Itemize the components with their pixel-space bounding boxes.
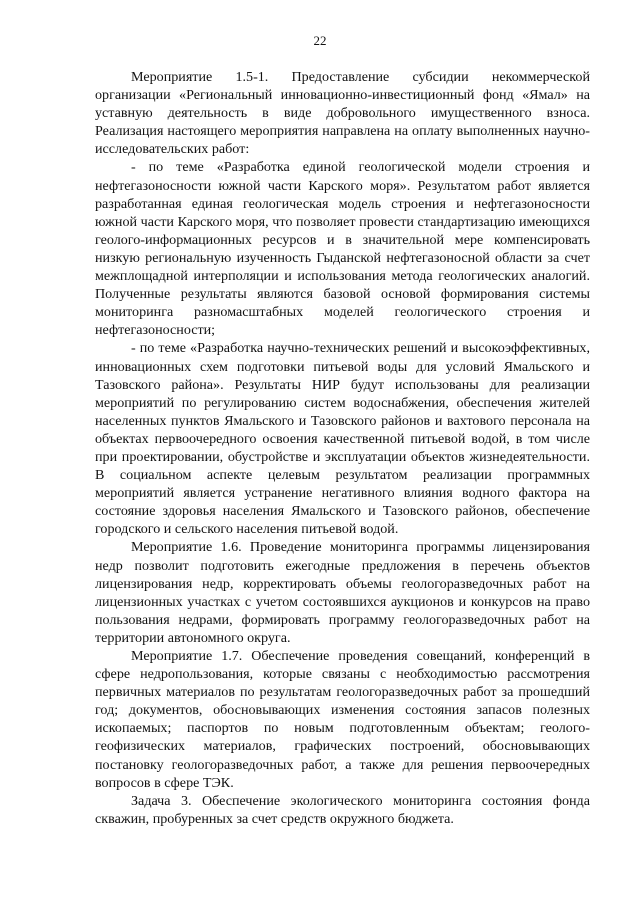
paragraph-measure-1-6: Мероприятие 1.6. Проведение мониторинга программы лицензирования недр позволит подготовить ежегодные предложения в перечень объектов лицензирования недр, корректировать объемы геологоразведочных работ на лицензионных участках с учетом состоявшихся аукционов и конкурсов на право пользования недрами, формировать программу геологоразведочных работ на территории автономного округа. xyxy=(95,539,590,646)
paragraph-measure-1-5-1: Мероприятие 1.5-1. Предоставление субсидии некоммерческой организации «Региональный инновационно-инвестиционный фонд «Ямал» на уставную деятельность в виде добровольного имущественного взноса. Реализация настоящего мероприятия направлена на оплату выполненных научно-исследовательских работ: xyxy=(95,69,590,158)
page-number: 22 xyxy=(313,33,327,48)
paragraph-task-3: Задача 3. Обеспечение экологического мониторинга состояния фонда скважин, пробуренных за счет средств окружного бюджета. xyxy=(95,792,590,827)
document-body xyxy=(95,68,590,828)
paragraph-measure-1-7: Мероприятие 1.7. Обеспечение проведения совещаний, конференций в сфере недропользования, которые связаны с необходимостью рассмотрения первичных материалов по результатам геологоразведочных работ за прошедший год; документов, обосновывающих изменения состояния запасов полезных ископаемых; паспортов по новым подготовленным объектам; геолого-геофизических материалов, графических построений, обосновывающих постановку геологоразведочных работ, а также для решения первоочередных вопросов в сфере ТЭК. xyxy=(95,648,590,791)
bullet-kara-sea-model: - по теме «Разработка единой геологической модели строения и нефтегазоносности южной части Карского моря». Результатом работ является разработанная единая геологическая модель строения и нефтегазоносности южной части Карского моря, что позволяет провести стандартизацию имеющихся геолого-информационных ресурсов и в значительной мере компенсировать низкую региональную изученность Гыданской нефтегазоносной области за счет межплощадной интерполяции и использования метода геологических аналогий. Полученные результаты являются базовой основой формирования системы мониторинга разномасштабных моделей геологического строения и нефтегазоносности; xyxy=(95,159,590,339)
bullet-drinking-water: - по теме «Разработка научно-технических решений и высокоэффективных, инновационных схем подготовки питьевой воды для условий Ямальского и Тазовского района». Результаты НИР будут использованы для реализации мероприятий по регулированию систем водоснабжения, обеспечения жителей населенных пунктов Ямальского и Тазовского районов и вахтового персонала на объектах первоочередного освоения качественной питьевой водой, в том числе при проектировании, обустройстве и эксплуатации объектов жизнедеятельности. В социальном аспекте целевым результатом реализации программных мероприятий является устранение негативного влияния водного фактора на состояние здоровья населения Ямальского и Тазовского районов, обеспечение городского и сельского населения питьевой водой. xyxy=(95,340,590,538)
